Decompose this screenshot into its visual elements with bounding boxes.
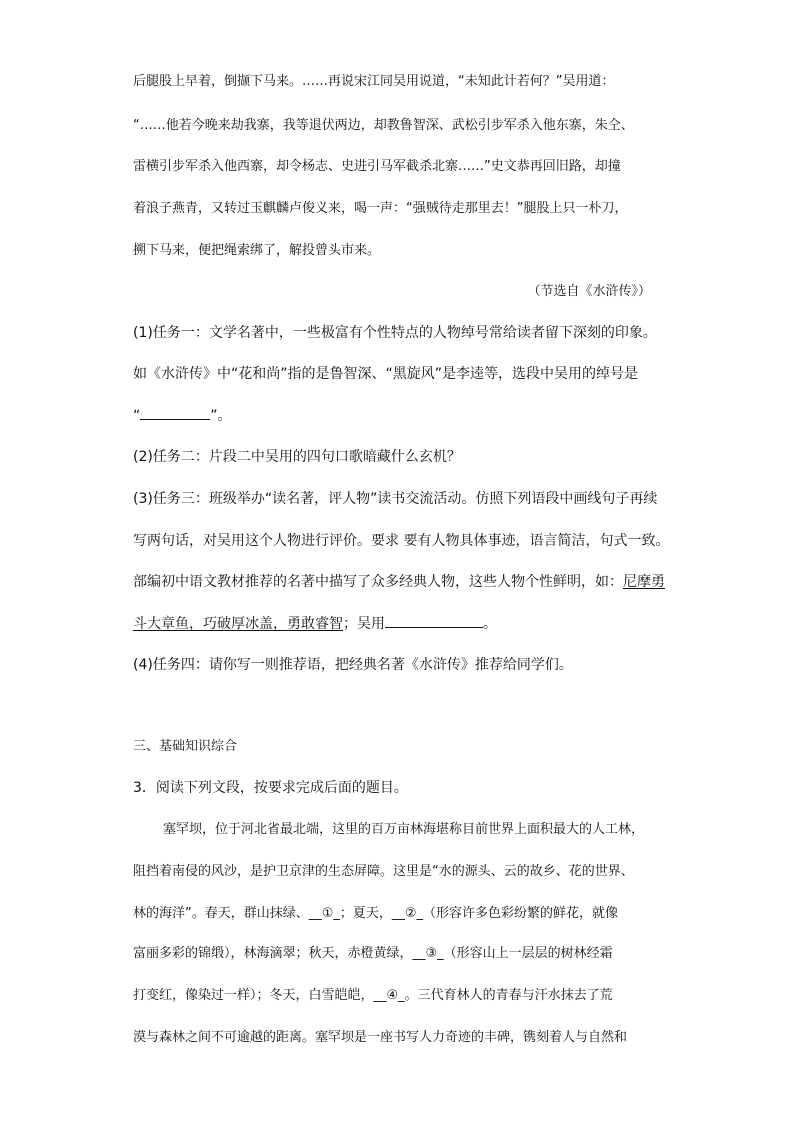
passage-line-4: 着浪子燕青，又转过玉麒麟卢俊义来，喝一声：“强贼待走那里去！”腿股上只一朴刀， bbox=[133, 201, 628, 216]
task2: (2)任务二：片段二中吴用的四句口歌暗藏什么玄机？ bbox=[133, 449, 461, 465]
task1-line2: 如《水浒传》中“花和尚”指的是鲁智深、“黑旋风”是李逵等，选段中吴用的绰号是 bbox=[133, 366, 639, 382]
paragraph-line-6: 漠与森林之间不可逾越的距离。塞罕坝是一座书写人力奇迹的丰碑，镌刻着人与自然和 bbox=[133, 1030, 628, 1045]
wuyong-evaluation-blank[interactable] bbox=[385, 615, 483, 628]
task1-line1: (1)任务一：文学名著中，一些极富有个性特点的人物绰号常给读者留下深刻的印象。 bbox=[133, 325, 657, 341]
task4: (4)任务四：请你写一则推荐语，把经典名著《水浒传》推荐给同学们。 bbox=[133, 657, 573, 673]
nickname-answer-blank[interactable] bbox=[140, 407, 210, 420]
paragraph-line-1: 塞罕坝，位于河北省最北端，这里的百万亩林海堪称目前世界上面积最大的人工林， bbox=[163, 822, 645, 837]
paragraph-line-4: 富丽多彩的锦缎），林海滴翠；秋天，赤橙黄绿，__③_（形容山上一层层的树林经霜 bbox=[133, 946, 613, 961]
open-quote: “ bbox=[133, 408, 141, 424]
task3-wuyong-label: ；吴用 bbox=[343, 616, 385, 632]
passage-line-1: 后腿股上早着，倒撷下马来。……再说宋江同吴用说道，“未知此计若何？”吴用道： bbox=[133, 74, 615, 89]
task3-line3 bbox=[133, 574, 665, 590]
task3-period: 。 bbox=[483, 616, 497, 632]
task3-line3-text: 部编初中语文教材推荐的名著中描写了众多经典人物，这些人物个性鲜明，如： bbox=[133, 574, 623, 590]
paragraph-line-5: 打变红，像染过一样）；冬天，白雪皑皑，__④_。三代育林人的青春与汗水抹去了荒 bbox=[133, 988, 613, 1003]
section3-heading: 三、基础知识综合 bbox=[133, 739, 238, 754]
passage-source: （节选自《水浒传》） bbox=[527, 284, 651, 299]
passage-line-2: “……他若今晚来劫我寨，我等退伏两边，却教鲁智深、武松引步军杀入他东寨，朱仝、 bbox=[133, 118, 634, 133]
passage-line-5: 搠下马来，便把绳索绑了，解投曾头市来。 bbox=[133, 243, 381, 258]
passage-line-3: 雷横引步军杀入他西寨，却令杨志、史进引马军截杀北寨……”史文恭再回旧路，却撞 bbox=[133, 159, 621, 174]
task1-answer-line bbox=[133, 407, 232, 424]
paragraph-line-3: 林的海洋”。春天，群山抹绿、__①_；夏天，__②_（形容许多色彩纷繁的鲜花，就像 bbox=[133, 906, 619, 921]
task3-underlined-sentence-start: 尼摩勇 bbox=[623, 574, 665, 590]
question-3: 3．阅读下列文段，按要求完成后面的题目。 bbox=[133, 780, 408, 796]
task3-line1: (3)任务三：班级举办“读名著，评人物”读书交流活动。仿照下列语段中画线句子再续 bbox=[133, 491, 658, 507]
task3-line4 bbox=[133, 615, 497, 632]
task3-line2: 写两句话，对吴用这个人物进行评价。要求 要有人物具体事迹，语言简洁，句式一致。 bbox=[133, 533, 670, 549]
close-quote: ”。 bbox=[210, 408, 232, 424]
paragraph-line-2: 阻挡着南侵的风沙，是护卫京津的生态屏障。这里是“水的源头、云的故乡、花的世界、 bbox=[133, 864, 634, 879]
task3-underlined-sentence-end: 斗大章鱼，巧破厚冰盖，勇敢睿智 bbox=[133, 616, 343, 632]
